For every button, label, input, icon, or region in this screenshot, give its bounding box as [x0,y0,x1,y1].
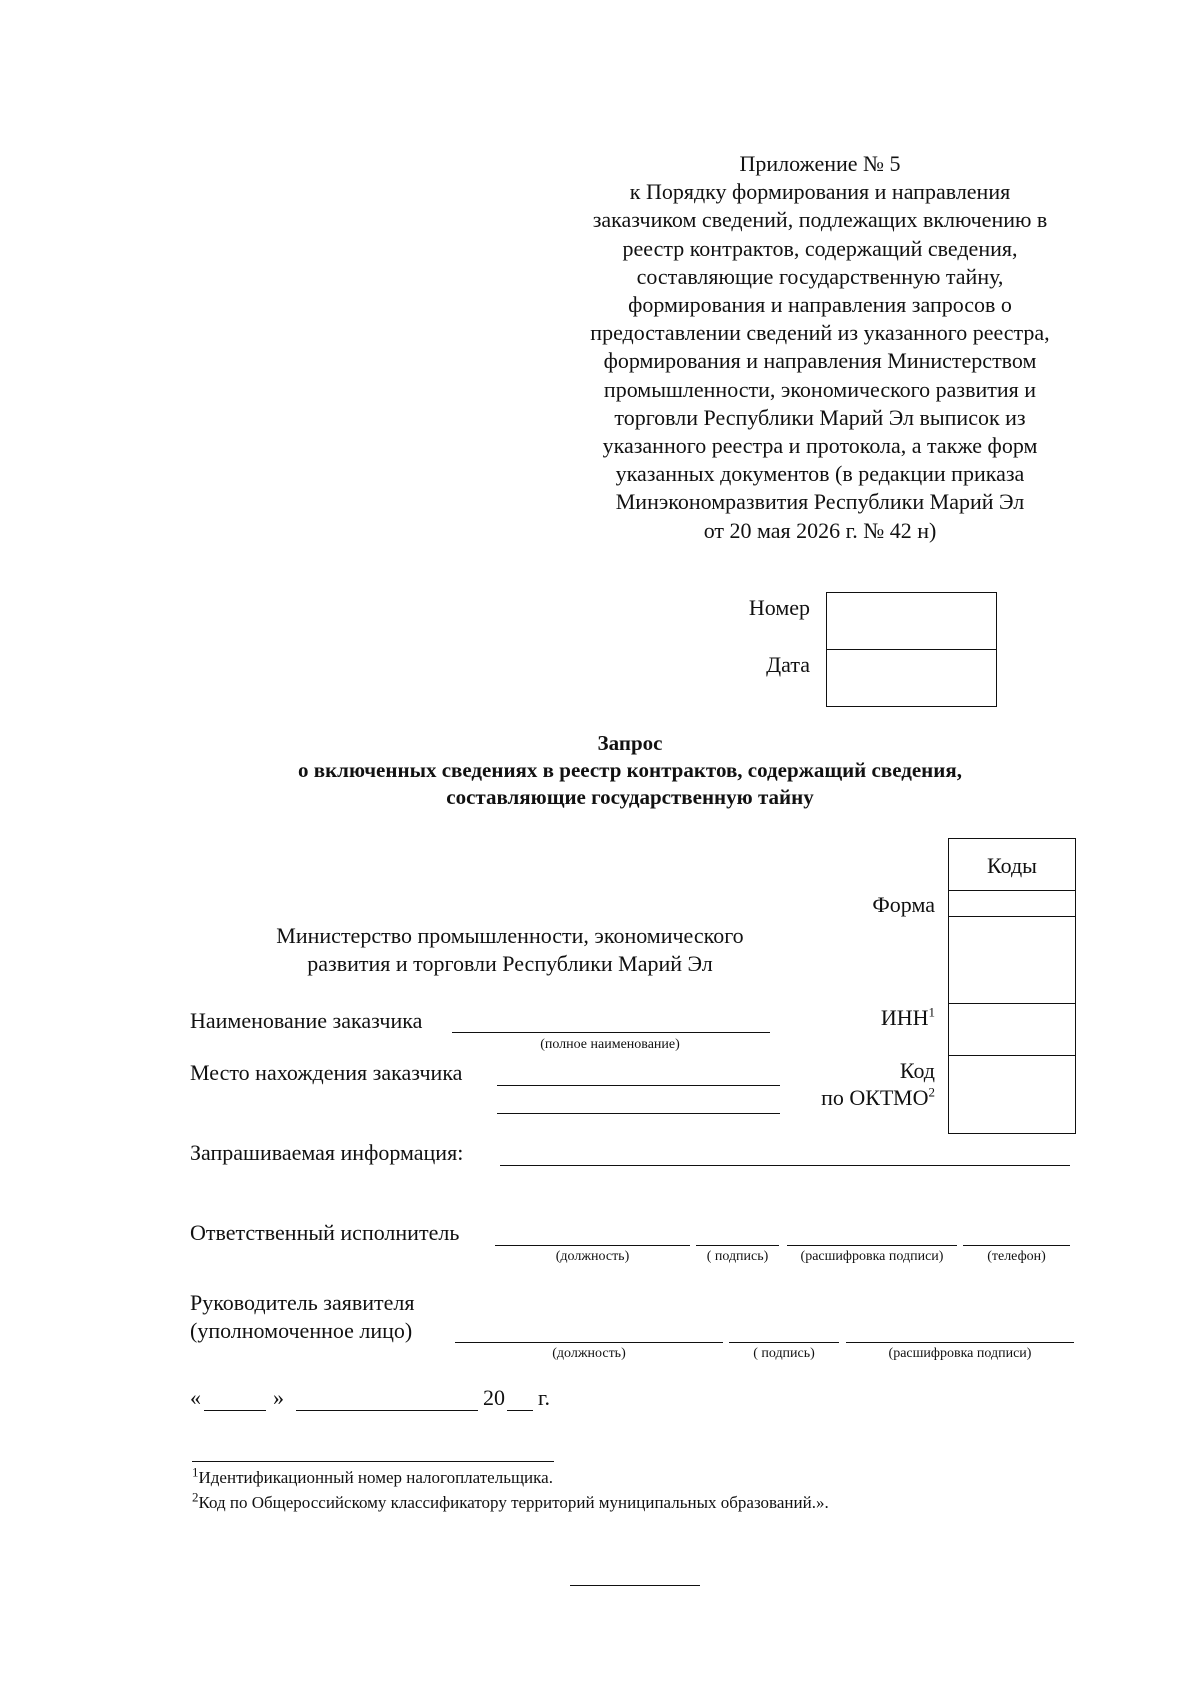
appendix-line: к Порядку формирования и направления [629,179,1011,205]
oktmo-label-text: по ОКТМО [821,1085,929,1110]
footnote-1 [192,1464,553,1488]
head-label-1: Руководитель заявителя [190,1290,415,1315]
appendix-line: указанного реестра и протокола, а также форм [602,433,1038,459]
code-oktmo-cell[interactable] [948,1055,1076,1134]
recipient [240,922,780,978]
title-line-1: Запрос [597,731,663,755]
appendix-line: составляющие государственную тайну, [636,263,1004,289]
date-year-suffix: г. [538,1385,551,1410]
code-blank-cell[interactable] [948,916,1076,1004]
customer-location-line-1[interactable] [497,1085,780,1086]
appendix-line: предоставлении сведений из указанного реестра, [590,320,1050,346]
code-inn-cell[interactable] [948,1003,1076,1056]
recipient-line-1: Министерство промышленности, экономического [276,923,744,948]
appendix-line: формирования и направления запросов о [628,292,1012,318]
document-title [180,730,1080,811]
head-position-line[interactable] [455,1342,723,1343]
number-field[interactable] [826,592,997,650]
appendix-line: Минэкономразвития Республики Марий Эл [615,489,1025,515]
footnote-2 [192,1489,829,1513]
head-signature-hint: ( подпись) [753,1346,815,1361]
footnote-2-ref: 2 [192,1489,199,1505]
oktmo-footnote-ref: 2 [928,1084,935,1100]
head-label-2: (уполномоченное лицо) [190,1318,413,1343]
date-year-line[interactable] [507,1410,533,1411]
appendix-line: Приложение № 5 [739,151,901,176]
title-line-3: составляющие государственную тайну [446,785,814,809]
customer-location-label: Место нахождения заказчика [190,1060,463,1085]
appendix-line: указанных документов (в редакции приказа [615,461,1025,487]
date-month-line[interactable] [296,1410,478,1411]
footnote-separator [192,1461,554,1462]
form-label: Форма [872,892,935,917]
head-signature-line[interactable] [729,1342,839,1343]
date-field[interactable] [826,649,997,707]
executor-phone-hint: (телефон) [987,1249,1046,1264]
customer-location-line-2[interactable] [497,1113,780,1114]
executor-position-hint: (должность) [555,1249,630,1264]
codes-header: Коды [948,838,1076,891]
date-open-quote: « [190,1385,201,1410]
executor-signature-hint: ( подпись) [706,1249,769,1264]
number-label: Номер [748,595,810,620]
head-position-hint: (должность) [552,1346,626,1361]
title-line-2: о включенных сведениях в реестр контрактов, содержащий сведения, [297,758,962,782]
code-form-cell[interactable] [948,890,1076,917]
head-decoding-hint: (расшифровка подписи) [888,1346,1032,1361]
executor-position-line[interactable] [495,1245,690,1246]
recipient-line-2: развития и торговли Республики Марий Эл [307,951,713,976]
executor-label: Ответственный исполнитель [190,1220,460,1245]
executor-decoding-line[interactable] [787,1245,957,1246]
appendix-header [560,150,1080,545]
executor-decoding-hint: (расшифровка подписи) [800,1249,944,1264]
head-decoding-line[interactable] [846,1342,1074,1343]
appendix-line: промышленности, экономического развития и [603,376,1037,402]
footnote-2-text: Код по Общероссийскому классификатору территорий муниципальных образований.». [198,1493,829,1512]
requested-info-line[interactable] [500,1165,1070,1166]
oktmo-label-1: Код [899,1058,935,1083]
inn-label [820,1005,935,1031]
customer-name-line[interactable] [452,1032,770,1033]
appendix-line: заказчиком сведений, подлежащих включению в [592,207,1048,233]
inn-footnote-ref: 1 [928,1004,935,1020]
appendix-line: торговли Республики Марий Эл выписок из [614,404,1026,430]
oktmo-label-2 [790,1085,935,1111]
closing-rule [570,1585,700,1586]
executor-signature-line[interactable] [696,1245,779,1246]
appendix-line: формирования и направления Министерством [603,348,1037,374]
footnote-1-text: Идентификационный номер налогоплательщика. [198,1468,553,1487]
date-year-prefix: 20 [483,1385,505,1410]
customer-name-label: Наименование заказчика [190,1008,423,1033]
appendix-line: от 20 мая 2026 г. № 42 н) [703,517,937,543]
customer-name-hint: (полное наименование) [540,1037,680,1052]
appendix-line: реестр контрактов, содержащий сведения, [622,235,1018,261]
footnote-1-ref: 1 [192,1464,199,1480]
requested-info-label: Запрашиваемая информация: [190,1140,464,1165]
date-day-line[interactable] [204,1410,266,1411]
executor-phone-line[interactable] [963,1245,1070,1246]
date-label: Дата [766,652,810,677]
inn-label-text: ИНН [880,1005,929,1030]
date-close-quote: » [273,1385,284,1410]
